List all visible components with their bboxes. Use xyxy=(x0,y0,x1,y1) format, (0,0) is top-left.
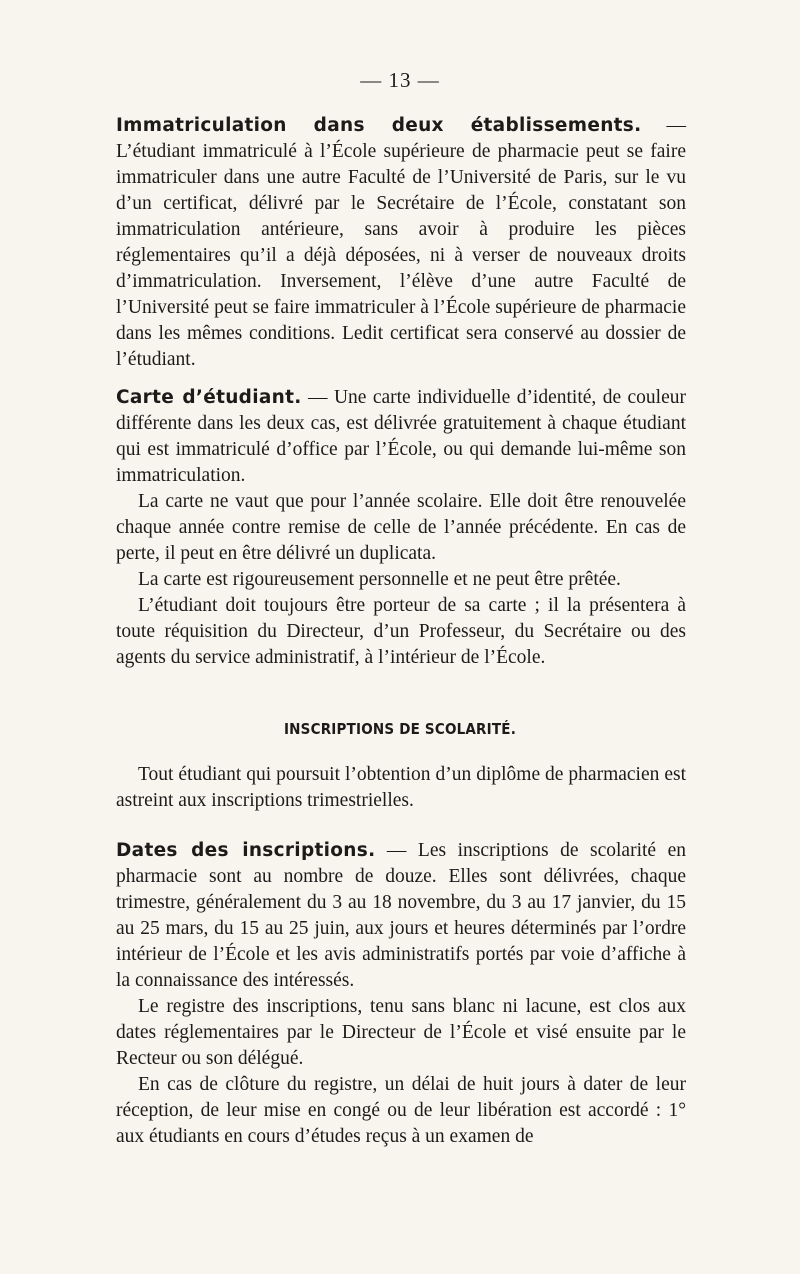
section-heading: Dates des inscriptions. xyxy=(116,840,376,861)
paragraph xyxy=(116,113,686,373)
section-carte-etudiant xyxy=(116,385,686,671)
paragraph: La carte ne vaut que pour l’année scolaire. Elle doit être renouvelée chaque année contre remise de celle de l’année précédente. En cas de perte, il peut en être délivré un duplicata. xyxy=(116,491,686,564)
section-title: INSCRIPTIONS DE SCOLARITÉ. xyxy=(283,720,517,738)
section-dates-inscriptions xyxy=(116,838,686,1150)
paragraph-text: — L’étudiant immatriculé à l’École supérieure de pharmacie peut se faire immatriculer dans une autre Faculté de l’Université de Paris, sur le vu d’un certificat, délivré par le Secrétaire de l’École, constatant son immatriculation antérieure, sans avoir à produire les pièces réglementaires qu’il a déjà déposées, ni à verser de nouveaux droits d’immatriculation. Inversement, l’élève d’une autre Faculté de l’Université peut se faire immatriculer à l’École supérieure de pharmacie dans les mêmes conditions. Ledit certificat sera conservé au dossier de l’étudiant. xyxy=(116,115,686,370)
section-inscriptions-intro xyxy=(116,762,686,814)
paragraph: Tout étudiant qui poursuit l’obtention d’un diplôme de pharmacien est astreint aux inscriptions trimestrielles. xyxy=(116,764,686,811)
section-immatriculation xyxy=(116,113,686,373)
paragraph: L’étudiant doit toujours être porteur de sa carte ; il la présentera à toute réquisition du Directeur, d’un Professeur, du Secrétaire ou des agents du service administratif, à l’intérieur de l’École. xyxy=(116,595,686,668)
paragraph xyxy=(116,385,686,489)
paragraph: En cas de clôture du registre, un délai de huit jours à dater de leur réception, de leur mise en congé ou de leur libération est accordé : 1° aux étudiants en cours d’études reçus à un examen de xyxy=(116,1074,686,1147)
paragraph: La carte est rigoureusement personnelle et ne peut être prêtée. xyxy=(138,569,621,590)
paragraph xyxy=(116,838,686,994)
paragraph: Le registre des inscriptions, tenu sans blanc ni lacune, est clos aux dates réglementaires par le Directeur de l’École et visé ensuite par le Recteur ou son délégué. xyxy=(116,996,686,1069)
section-heading: Immatriculation dans deux établissements. xyxy=(116,115,642,136)
paragraph-text: — Les inscriptions de scolarité en pharmacie sont au nombre de douze. Elles sont délivrées, chaque trimestre, généralement du 3 au 18 novembre, du 3 au 17 janvier, du 15 au 25 mars, du 15 au 25 juin, aux jours et heures déterminés par l’ordre intérieur de l’École et les avis administratifs portés par voie d’affiche à la connaissance des intéressés. xyxy=(116,840,686,991)
section-heading: Carte d’étudiant. xyxy=(116,387,302,408)
paragraph-text: — Une carte individuelle d’identité, de couleur différente dans les deux cas, est délivrée gratuitement à chaque étudiant qui est immatriculé d’office par l’École, ou qui demande lui-même son immatriculation. xyxy=(116,387,686,486)
page-number: — 13 — xyxy=(360,68,440,92)
